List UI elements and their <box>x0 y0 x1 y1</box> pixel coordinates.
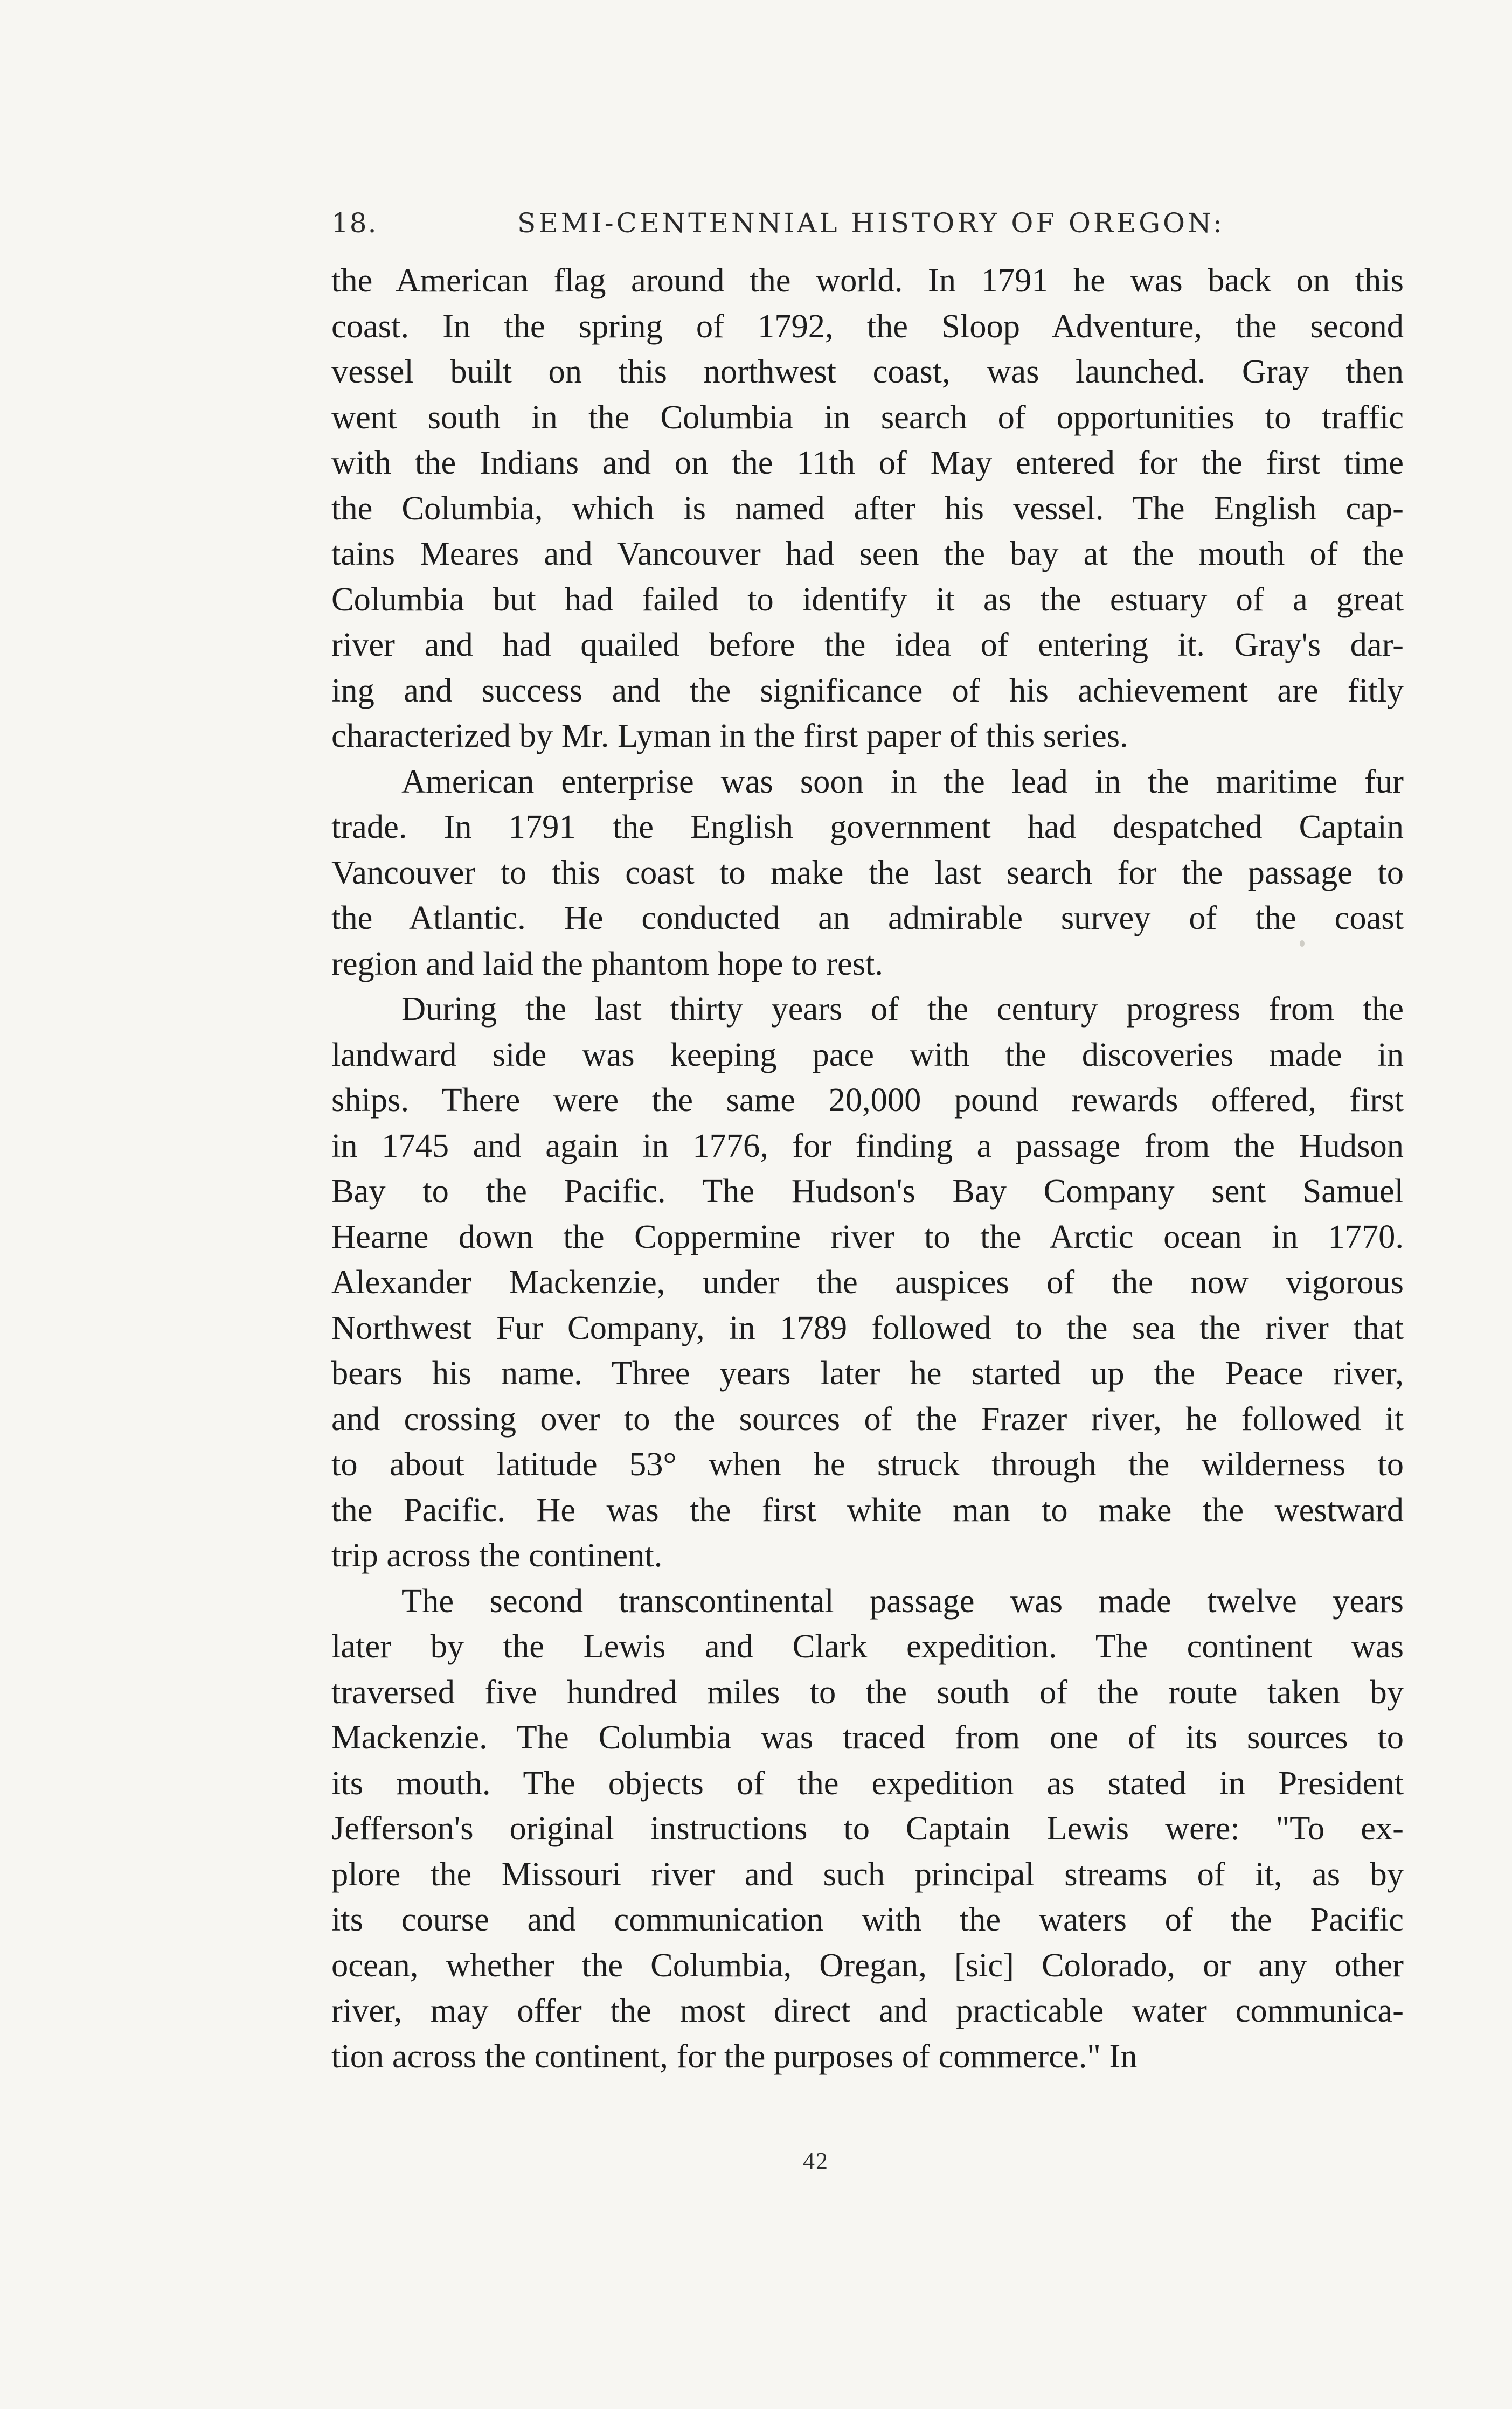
text-line: ing and success and the significance of his achievement are fitly <box>331 671 1404 709</box>
body-text <box>331 258 1404 2079</box>
text-line: Jefferson's original instructions to Captain Lewis were: "To ex- <box>331 1809 1404 1847</box>
text-line: tion across the continent, for the purposes of commerce." In <box>331 2037 1138 2075</box>
text-line: in 1745 and again in 1776, for finding a passage from the Hudson <box>331 1126 1404 1164</box>
page-number: 42 <box>803 2148 829 2174</box>
text-line: and crossing over to the sources of the Frazer river, he followed it <box>331 1399 1404 1438</box>
text-line: its mouth. The objects of the expedition as stated in President <box>331 1764 1404 1802</box>
text-line: went south in the Columbia in search of opportunities to traffic <box>331 398 1404 436</box>
text-line: with the Indians and on the 11th of May entered for the first time <box>331 443 1404 481</box>
text-line: coast. In the spring of 1792, the Sloop Adventure, the second <box>331 307 1404 345</box>
paragraph <box>331 1578 1404 2079</box>
text-line: traversed five hundred miles to the south of the route taken by <box>331 1672 1404 1711</box>
text-line: river, may offer the most direct and practicable water communica- <box>331 1991 1404 2029</box>
text-line: Bay to the Pacific. The Hudson's Bay Company sent Samuel <box>331 1172 1404 1210</box>
text-line: During the last thirty years of the century progress from the <box>401 990 1404 1028</box>
text-line: ships. There were the same 20,000 pound rewards offered, first <box>331 1081 1404 1119</box>
text-line: bears his name. Three years later he started up the Peace river, <box>331 1354 1404 1392</box>
text-line: to about latitude 53° when he struck through the wilderness to <box>331 1445 1404 1483</box>
text-line: American enterprise was soon in the lead in the maritime fur <box>401 762 1404 800</box>
text-line: characterized by Mr. Lyman in the first paper of this series. <box>331 717 1128 754</box>
text-line: its course and communication with the waters of the Pacific <box>331 1900 1404 1938</box>
print-speck <box>1300 940 1305 947</box>
text-line: Mackenzie. The Columbia was traced from one of its sources to <box>331 1718 1404 1756</box>
text-line: the Atlantic. He conducted an admirable survey of the coast <box>331 899 1404 936</box>
folio-number: 18. <box>331 207 378 239</box>
text-line: trade. In 1791 the English government had despatched Captain <box>331 808 1404 845</box>
text-line: the Columbia, which is named after his vessel. The English cap- <box>331 489 1404 527</box>
text-line: the Pacific. He was the first white man to make the westward <box>331 1490 1404 1529</box>
text-line: river and had quailed before the idea of entering it. Gray's dar- <box>331 626 1404 663</box>
text-line: The second transcontinental passage was made twelve years <box>401 1581 1404 1620</box>
text-line: region and laid the phantom hope to rest. <box>331 944 884 982</box>
text-line: the American flag around the world. In 1791 he was back on this <box>331 261 1404 299</box>
text-line: landward side was keeping pace with the discoveries made in <box>331 1035 1404 1073</box>
text-line: Alexander Mackenzie, under the auspices of the now vigorous <box>331 1263 1404 1301</box>
text-line: plore the Missouri river and such principal streams of it, as by <box>331 1855 1404 1893</box>
text-line: Vancouver to this coast to make the last search for the passage to <box>331 853 1404 891</box>
text-line: ocean, whether the Columbia, Oregan, [sic] Colorado, or any other <box>331 1946 1404 1984</box>
paragraph <box>331 258 1404 759</box>
text-line: Hearne down the Coppermine river to the Arctic ocean in 1770. <box>331 1217 1404 1255</box>
page-header <box>331 207 1404 251</box>
text-line: vessel built on this northwest coast, was launched. Gray then <box>331 352 1404 390</box>
text-line: later by the Lewis and Clark expedition. The continent was <box>331 1627 1404 1665</box>
text-line: Columbia but had failed to identify it as the estuary of a great <box>331 580 1404 618</box>
text-line: trip across the continent. <box>331 1536 663 1574</box>
paragraph <box>331 986 1404 1578</box>
paragraph <box>331 759 1404 987</box>
text-line: tains Meares and Vancouver had seen the bay at the mouth of the <box>331 534 1404 572</box>
running-title: SEMI-CENTENNIAL HISTORY OF OREGON: <box>517 207 1225 239</box>
text-line: Northwest Fur Company, in 1789 followed to the sea the river that <box>331 1308 1404 1346</box>
